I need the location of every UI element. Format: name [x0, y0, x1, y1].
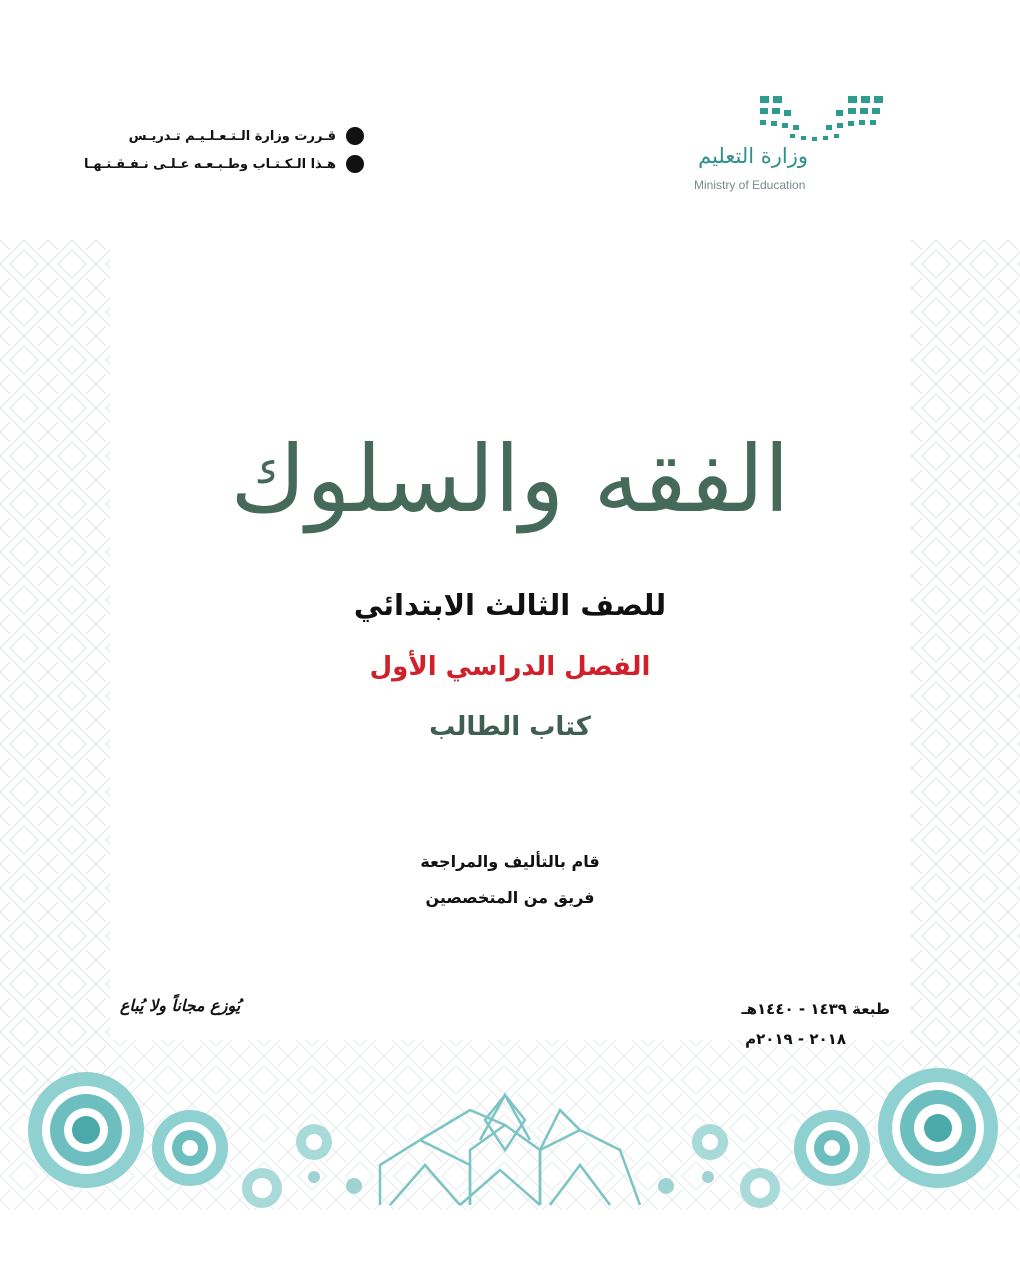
notice-line [84, 150, 364, 178]
ministry-logo [680, 92, 900, 202]
notice-line [84, 122, 364, 150]
book-title: الفقه والسلوك [230, 426, 790, 533]
edition-info [660, 994, 890, 1054]
authorship-line-2: فريق من المتخصصين [425, 888, 595, 907]
bullet-dot-icon [346, 127, 364, 145]
ministry-name-arabic: وزارة التعليم [698, 144, 808, 168]
authorship-line-1: قام بالتأليف والمراجعة [420, 852, 600, 871]
bullet-dot-icon [346, 155, 364, 173]
grade-label: للصف الثالث الابتدائي [353, 588, 667, 622]
notice-text-2: هـذا الـكـتـاب وطـبـعـه عـلـى نـفـقـتـهـا [84, 156, 336, 172]
rosette-large-right [878, 1068, 998, 1188]
rosette-medium-right [794, 1110, 870, 1186]
rosette-medium-left [152, 1110, 228, 1186]
notice-text-1: قـررت وزارة الـتـعـلـيـم تـدريـس [128, 128, 336, 144]
approval-notice [84, 122, 364, 178]
free-distribution-note: يُوزع مجاناً ولا يُباع [119, 996, 241, 1015]
book-type-label: كتاب الطالب [429, 712, 591, 742]
edition-hijri: طبعة ١٤٣٩ - ١٤٤٠هـ [741, 1000, 890, 1018]
term-label: الفصل الدراسي الأول [369, 652, 651, 682]
edition-gregorian: ٢٠١٨ - ٢٠١٩م [745, 1030, 846, 1048]
rosette-large-left [28, 1072, 144, 1188]
ministry-name-english: Ministry of Education [694, 178, 806, 192]
ministry-dots-icon [680, 92, 900, 144]
